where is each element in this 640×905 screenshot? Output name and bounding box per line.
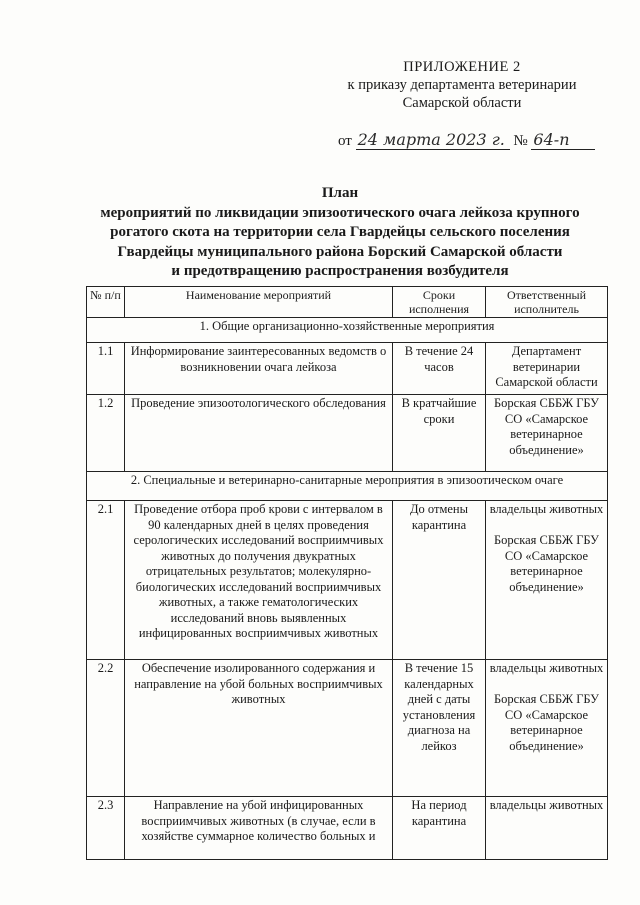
order-number: 64-п [533, 130, 570, 149]
header-number: № п/п [87, 287, 125, 318]
row-responsible [486, 501, 608, 660]
row-responsible-primary: Борская СББЖ ГБУ СО «Самарское ветеринарное объединение» [493, 396, 600, 457]
header-responsible: Ответственный исполнитель [486, 287, 608, 318]
row-term: На период карантина [393, 797, 486, 860]
row-term: В кратчайшие сроки [393, 395, 486, 472]
row-responsible [486, 660, 608, 797]
section-title: 1. Общие организационно-хозяйственные мероприятия [87, 318, 608, 343]
order-date-field [356, 132, 510, 150]
row-term: В течение 24 часов [393, 343, 486, 395]
section-row [87, 318, 608, 343]
row-term: До отмены карантина [393, 501, 486, 660]
row-responsible [486, 343, 608, 395]
appendix-line-2: Самарской области [402, 95, 522, 111]
row-responsible-primary: владельцы животных [489, 502, 604, 516]
row-number: 1.1 [87, 343, 125, 395]
row-responsible-primary: владельцы животных [489, 798, 604, 812]
row-name: Проведение эпизоотологического обследования [125, 395, 393, 472]
row-number: 2.2 [87, 660, 125, 797]
order-line [338, 132, 595, 150]
row-responsible-secondary: Борская СББЖ ГБУ СО «Самарское ветеринарное объединение» [493, 692, 600, 753]
appendix-title: ПРИЛОЖЕНИЕ 2 [403, 59, 521, 75]
row-responsible-primary: Департамент ветеринарии Самарской области [495, 344, 598, 389]
plan-heading-line-3: Гвардейцы муниципального района Борский Самарской области [117, 243, 563, 260]
row-responsible [486, 395, 608, 472]
row-responsible-primary: владельцы животных [489, 661, 604, 675]
table-row [87, 660, 608, 797]
row-responsible-secondary: Борская СББЖ ГБУ СО «Самарское ветеринарное объединение» [493, 533, 600, 594]
plan-title: План [321, 185, 359, 201]
row-name: Обеспечение изолированного содержания и направление на убой больных восприимчивых животных [125, 660, 393, 797]
row-name: Информирование заинтересованных ведомств о возникновении очага лейкоза [125, 343, 393, 395]
row-term: В течение 15 календарных дней с даты установления диагноза на лейкоз [393, 660, 486, 797]
row-name: Проведение отбора проб крови с интервалом в 90 календарных дней в целях проведения серологических исследований восприимчивых животных до получения двукратных отрицательных результатов; молекулярно-биологических исследований восприимчивых животных, а также гематологических исследований вновь выявленных инфицированных восприимчивых животных [125, 501, 393, 660]
plan-heading-line-2: рогатого скота на территории села Гвардейцы сельского поселения [110, 224, 570, 240]
table-row [87, 797, 608, 860]
row-number: 1.2 [87, 395, 125, 472]
table-row [87, 501, 608, 660]
plan-heading-line-1: мероприятий по ликвидации эпизоотического очага лейкоза крупного [100, 204, 580, 221]
section-row [87, 472, 608, 501]
plan-table [86, 286, 608, 860]
plan-heading-line-4: и предотвращению распространения возбудителя [171, 263, 509, 279]
appendix-block [332, 58, 592, 112]
plan-heading [60, 184, 620, 282]
row-number: 2.3 [87, 797, 125, 860]
table-row [87, 395, 608, 472]
row-name: Направление на убой инфицированных восприимчивых животных (в случае, если в хозяйстве суммарное количество больных и [125, 797, 393, 860]
order-prefix: от [338, 133, 352, 149]
row-responsible [486, 797, 608, 860]
header-term: Сроки исполнения [393, 287, 486, 318]
order-date: 24 марта 2023 г. [357, 130, 505, 149]
table-header-row [87, 287, 608, 318]
section-title: 2. Специальные и ветеринарно-санитарные мероприятия в эпизоотическом очаге [87, 472, 608, 501]
row-number: 2.1 [87, 501, 125, 660]
appendix-line-1: к приказу департамента ветеринарии [347, 77, 577, 93]
header-name: Наименование мероприятий [125, 287, 393, 318]
order-number-field [531, 132, 595, 150]
table-row [87, 343, 608, 395]
order-number-prefix: № [513, 133, 528, 149]
